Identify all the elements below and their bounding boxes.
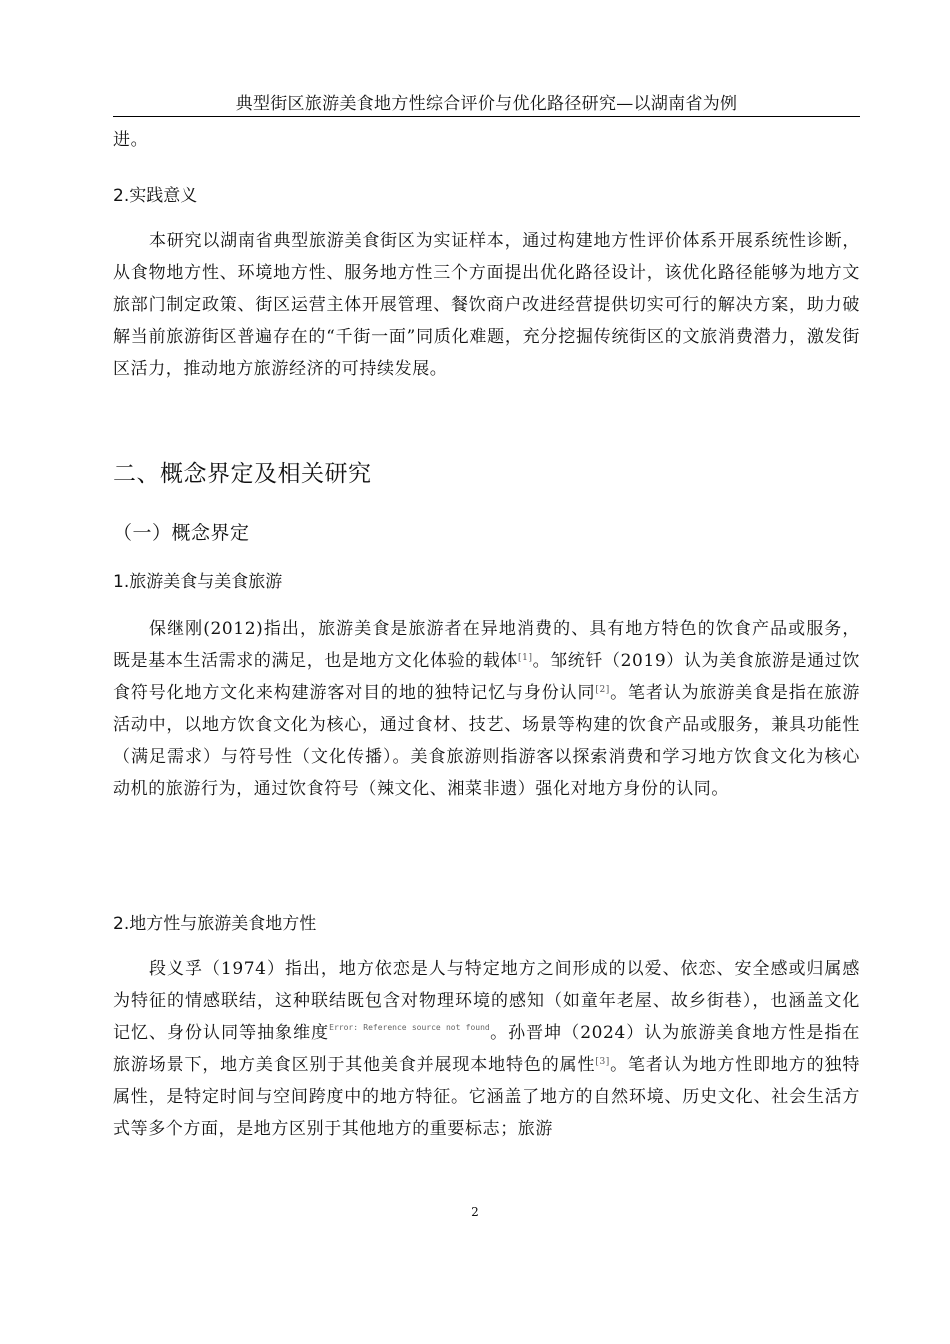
running-header: 典型街区旅游美食地方性综合评价与优化路径研究—以湖南省为例 bbox=[235, 94, 738, 114]
reference-error: Error: Reference source not found bbox=[329, 1023, 490, 1032]
paragraph-text: 。笔者认为地方性即地方的独特属性，是特定时间与空间跨度中的地方特征。它涵盖了地方的自然环境、历史文化、社会生活方式等多个方面，是地方区别于其他地方的重要标志；旅游 bbox=[113, 1055, 861, 1139]
paragraph-text: 段义孚（1974）指出，地方依恋是人与特定地方之间形成的以爱、依恋、安全感或归属感为特征的情感联结，这种联结既包含对物理环境的感知（如童年老屋、故乡街巷），也涵盖文化记忆、身份认同等抽象维度 bbox=[113, 959, 860, 1043]
heading-locality: 2.地方性与旅游美食地方性 bbox=[113, 914, 317, 934]
page-number: 2 bbox=[471, 1205, 479, 1219]
paragraph-text: 。邹统钎（2019）认为美食旅游是通过饮食符号化地方文化来构建游客对目的地的独特记忆与身份认同 bbox=[113, 651, 860, 703]
paragraph-text: 保继刚(2012)指出，旅游美食是旅游者在异地消费的、具有地方特色的饮食产品或服务，既是基本生活需求的满足，也是地方文化体验的载体 bbox=[113, 619, 860, 671]
paragraph-practical-significance: 本研究以湖南省典型旅游美食街区为实证样本，通过构建地方性评价体系开展系统性诊断，从食物地方性、环境地方性、服务地方性三个方面提出优化路径设计，该优化路径能够为地方文旅部门制定政策、街区运营主体开展管理、餐饮商户改进经营提供切实可行的解决方案，助力破解当前旅游街区普遍存在的“千街一面”同质化难题，充分挖掘传统街区的文旅消费潜力，激发街区活力，推动地方旅游经济的可持续发展。 bbox=[113, 231, 860, 379]
section-heading: 二、概念界定及相关研究 bbox=[113, 461, 372, 487]
citation-ref: [3] bbox=[595, 1057, 610, 1067]
paragraph-tourism-food bbox=[113, 613, 860, 805]
header-rule bbox=[113, 116, 860, 117]
subsection-heading: （一）概念界定 bbox=[113, 522, 250, 544]
paragraph-locality bbox=[113, 953, 860, 1145]
heading-practical-significance: 2.实践意义 bbox=[113, 186, 198, 206]
heading-tourism-food: 1.旅游美食与美食旅游 bbox=[113, 572, 283, 592]
paragraph-text: 。孙晋坤（2024）认为旅游美食地方性是指在旅游场景下，地方美食区别于其他美食并展现本地特色的属性 bbox=[113, 1023, 861, 1075]
citation-ref: [1] bbox=[518, 653, 533, 663]
citation-ref: [2] bbox=[595, 685, 610, 695]
paragraph-text: 。笔者认为旅游美食是指在旅游活动中，以地方饮食文化为核心，通过食材、技艺、场景等构建的饮食产品或服务，兼具功能性（满足需求）与符号性（文化传播）。美食旅游则指游客以探索消费和学习地方饮食文化为核心动机的旅游行为，通过饮食符号（辣文化、湘菜非遗）强化对地方身份的认同。 bbox=[113, 683, 861, 799]
continuation-text: 进。 bbox=[113, 130, 149, 150]
